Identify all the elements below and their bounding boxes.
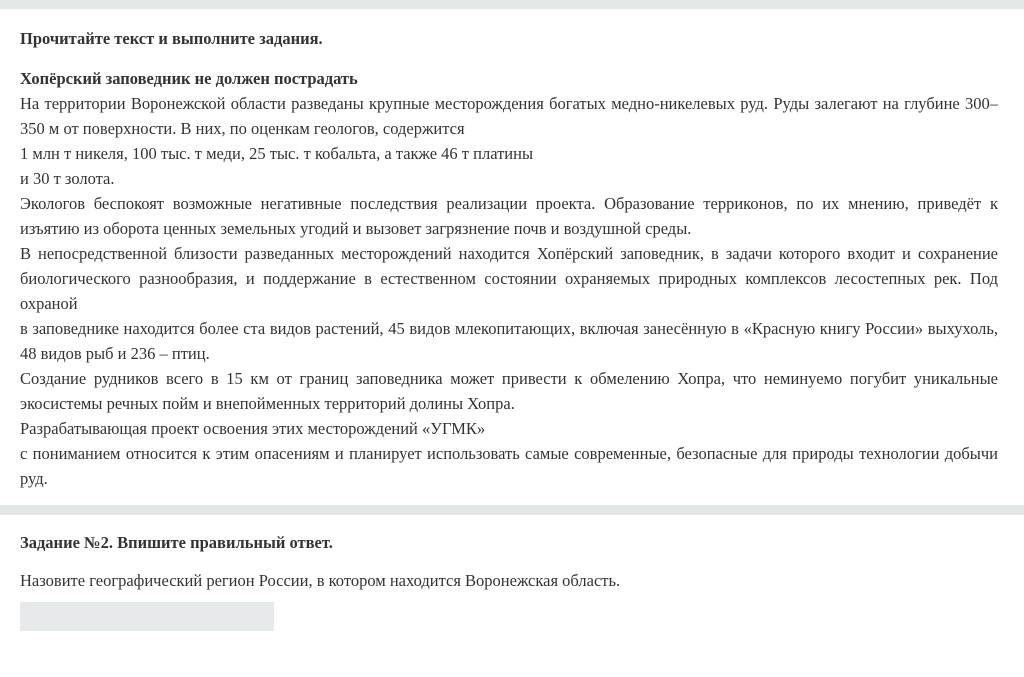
article-title: Хопёрский заповедник не должен пострадать xyxy=(20,69,358,88)
article-paragraph: Разрабатывающая проект освоения этих месторождений «УГМК» xyxy=(20,419,486,438)
instruction-heading: Прочитайте текст и выполните задания. xyxy=(20,29,323,48)
article-paragraph: с пониманием относится к этим опасениям и планирует использовать самые современные, безопасные для природы технологии добычи руд. xyxy=(20,444,998,488)
article-paragraph: 1 млн т никеля, 100 тыс. т меди, 25 тыс. т кобальта, а также 46 т платины xyxy=(20,144,534,163)
task-title: Задание №2. Впишите правильный ответ. xyxy=(20,533,333,552)
article-paragraph: Создание рудников всего в 15 км от границ заповедника может привести к обмелению Хопра, что неминуемо погубит уникальные экосистемы речных пойм и внепойменных территорий долины Хопра. xyxy=(20,369,998,413)
task-section xyxy=(20,530,1000,593)
article-paragraph: в заповеднике находится более ста видов растений, 45 видов млекопитающих, включая занесённую в «Красную книгу России» выхухоль, 48 видов рыб и 236 – птиц. xyxy=(20,319,998,363)
article-paragraph: Экологов беспокоят возможные негативные последствия реализации проекта. Образование терриконов, по их мнению, приведёт к изъятию из оборота ценных земельных угодий и вызовет загрязнение почв и воздушной среды. xyxy=(20,194,998,238)
answer-input[interactable] xyxy=(20,602,274,631)
article-paragraph: В непосредственной близости разведанных месторождений находится Хопёрский заповедник, в задачи которого входит и сохранение биологического разнообразия, и поддержание в естественном состоянии охраняемых природных комплексов лесостепных рек. Под охраной xyxy=(20,244,998,313)
reading-text xyxy=(20,26,998,491)
task-question: Назовите географический регион России, в котором находится Воронежская область. xyxy=(20,571,621,590)
top-divider xyxy=(0,0,1024,9)
article-paragraph: На территории Воронежской области разведаны крупные месторождения богатых медно-никелевых руд. Руды залегают на глубине 300– 350 м от поверхности. В них, по оценкам геологов, содержится xyxy=(20,94,998,138)
article-paragraph: и 30 т золота. xyxy=(20,169,115,188)
section-divider xyxy=(0,505,1024,515)
